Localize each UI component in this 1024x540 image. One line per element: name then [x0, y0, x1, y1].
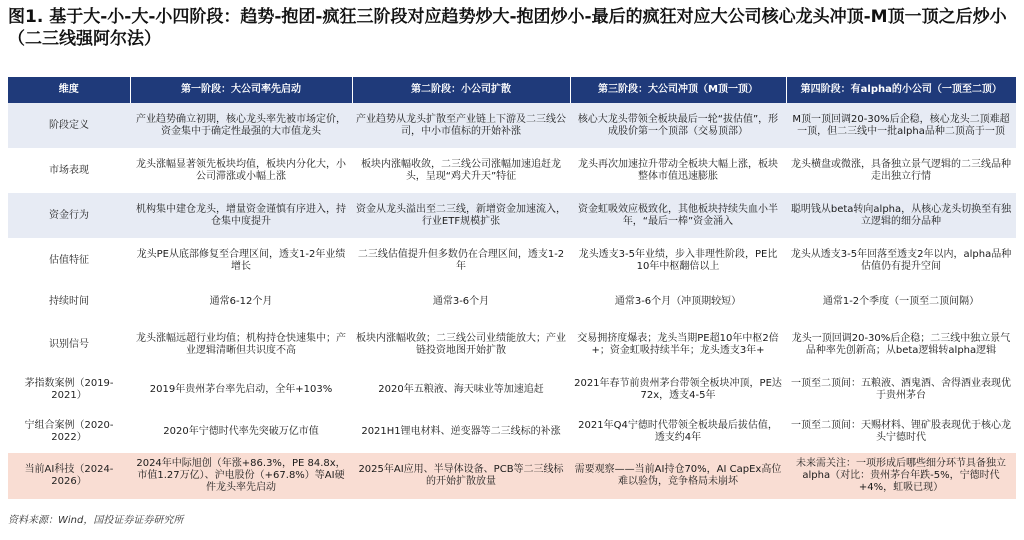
source-note: 资料来源：Wind，国投证券证券研究所: [8, 515, 184, 526]
table-cell: 需要观察——当前AI持仓70%，AI CapEx高位难以验伪，竞争格局未崩坏: [570, 453, 786, 499]
row-dimension: 茅指数案例（2019-2021）: [8, 369, 130, 411]
table-row: [8, 453, 1016, 499]
table-cell: 龙头横盘或微涨，具备独立景气逻辑的二三线品种走出独立行情: [786, 148, 1016, 193]
row-dimension: 估值特征: [8, 238, 130, 283]
table-cell: 通常3-6个月（冲顶期较短）: [570, 283, 786, 321]
header-dimension: 维度: [8, 77, 130, 103]
row-dimension: 资金行为: [8, 193, 130, 238]
table-cell: 二三线估值提升但多数仍在合理区间，透支1-2年: [352, 238, 570, 283]
table-cell: 板块内涨幅收敛；二三线公司业绩能放大；产业链投资地图开始扩散: [352, 321, 570, 369]
table-row: [8, 148, 1016, 193]
row-dimension: 当前AI科技（2024-2026）: [8, 453, 130, 499]
row-dimension: 识别信号: [8, 321, 130, 369]
table-cell: 产业趋势确立初期，核心龙头率先被市场定价，资金集中于确定性最强的大市值龙头: [130, 103, 352, 148]
row-dimension: 持续时间: [8, 283, 130, 321]
table-cell: 龙头从透支3-5年回落至透支2年以内，alpha品种估值仍有提升空间: [786, 238, 1016, 283]
table-row: [8, 411, 1016, 453]
table-cell: 交易拥挤度爆表；龙头当期PE超10年中枢2倍+；资金虹吸持续半年；龙头透支3年+: [570, 321, 786, 369]
table-cell: 核心大龙头带领全板块最后一轮“拔估值”，形成股价第一个顶部（交易顶部）: [570, 103, 786, 148]
table-row: [8, 321, 1016, 369]
table-cell: 资金从龙头溢出至二三线，新增资金加速流入，行业ETF规模扩张: [352, 193, 570, 238]
table-cell: 一顶至二顶间：五粮液、酒鬼酒、舍得酒业表现优于贵州茅台: [786, 369, 1016, 411]
table-cell: 龙头再次加速拉升带动全板块大幅上涨，板块整体市值迅速膨胀: [570, 148, 786, 193]
table-cell: 板块内涨幅收敛，二三线公司涨幅加速追赶龙头，呈现“鸡犬升天”特征: [352, 148, 570, 193]
table-row: [8, 193, 1016, 238]
table-row: [8, 283, 1016, 321]
table-cell: 龙头一顶回调20-30%后企稳；二三线中独立景气品种率先创新高；从beta逻辑转alpha逻辑: [786, 321, 1016, 369]
row-dimension: 阶段定义: [8, 103, 130, 148]
table-header-row: [8, 77, 1016, 103]
table-cell: 资金虹吸效应极致化，其他板块持续失血小半年，“最后一棒”资金涌入: [570, 193, 786, 238]
table-cell: 2019年贵州茅台率先启动，全年+103%: [130, 369, 352, 411]
header-stage-4: 第四阶段：有alpha的小公司（一顶至二顶）: [786, 77, 1016, 103]
table-cell: 2025年AI应用、半导体设备、PCB等二三线标的开始扩散放量: [352, 453, 570, 499]
table-cell: 通常1-2个季度（一顶至二顶间隔）: [786, 283, 1016, 321]
table-cell: 2020年宁德时代率先突破万亿市值: [130, 411, 352, 453]
table-cell: 2020年五粮液、海天味业等加速追赶: [352, 369, 570, 411]
table-cell: 产业趋势从龙头扩散至产业链上下游及二三线公司，中小市值标的开始补涨: [352, 103, 570, 148]
table-cell: 2021H1锂电材料、逆变器等二三线标的补涨: [352, 411, 570, 453]
table-cell: 2021年春节前贵州茅台带领全板块冲顶，PE达72x，透支4-5年: [570, 369, 786, 411]
table-cell: 通常3-6个月: [352, 283, 570, 321]
table-cell: 龙头涨幅显著领先板块均值，板块内分化大，小公司滞涨或小幅上涨: [130, 148, 352, 193]
table-cell: 龙头涨幅远超行业均值；机构持仓快速集中；产业逻辑清晰但共识度不高: [130, 321, 352, 369]
page-title: 图1. 基于大-小-大-小四阶段：趋势-抱团-疯狂三阶段对应趋势炒大-抱团炒小-最后的疯狂对应大公司核心龙头冲顶-M顶一顶之后炒小（二三线强阿尔法）: [8, 7, 1007, 49]
comparison-table: [8, 77, 1016, 499]
table-cell: 2021年Q4宁德时代带领全板块最后拔估值，透支约4年: [570, 411, 786, 453]
table-cell: 2024年中际旭创（年涨+86.3%，PE 84.8x，市值1.27万亿）、沪电股份（+67.8%）等AI硬件龙头率先启动: [130, 453, 352, 499]
table-cell: 龙头PE从底部修复至合理区间，透支1-2年业绩增长: [130, 238, 352, 283]
table-cell: 龙头透支3-5年业绩，步入非理性阶段，PE比10年中枢翻倍以上: [570, 238, 786, 283]
table-cell: M顶一顶回调20-30%后企稳，核心龙头二顶难超一顶，但二三线中一批alpha品种二顶高于一顶: [786, 103, 1016, 148]
row-dimension: 宁组合案例（2020-2022）: [8, 411, 130, 453]
table-cell: 机构集中建仓龙头，增量资金谨慎有序进入，持仓集中度提升: [130, 193, 352, 238]
table-cell: 聪明钱从beta转向alpha，从核心龙头切换至有独立逻辑的细分品种: [786, 193, 1016, 238]
header-stage-1: 第一阶段：大公司率先启动: [130, 77, 352, 103]
header-stage-3: 第三阶段：大公司冲顶（M顶一顶）: [570, 77, 786, 103]
table-row: [8, 103, 1016, 148]
table-cell: 通常6-12个月: [130, 283, 352, 321]
header-stage-2: 第二阶段：小公司扩散: [352, 77, 570, 103]
table-cell: 一顶至二顶间：天赐材料、锂矿股表现优于核心龙头宁德时代: [786, 411, 1016, 453]
table-cell: 未来需关注：一项形成后哪些细分环节具备独立alpha（对比：贵州茅台年跌-5%，宁德时代+4%，虹吸已现）: [786, 453, 1016, 499]
table-row: [8, 369, 1016, 411]
table-row: [8, 238, 1016, 283]
row-dimension: 市场表现: [8, 148, 130, 193]
